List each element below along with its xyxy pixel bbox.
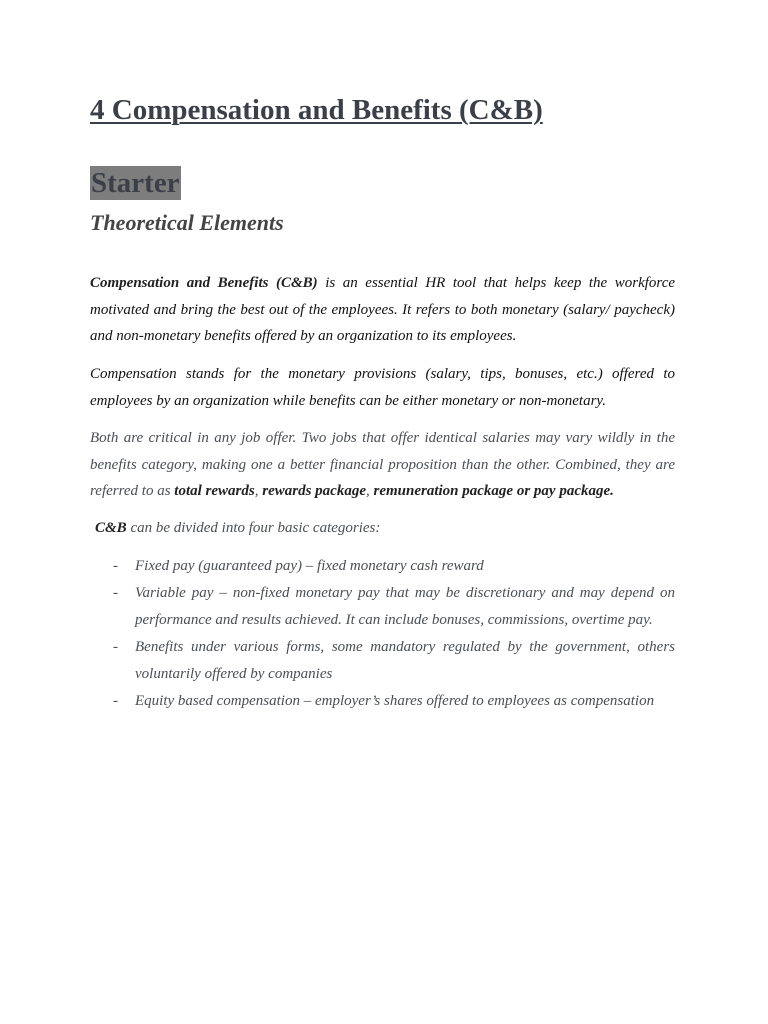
paragraph-total-rewards-text: Both are critical in any job offer. Two jobs that offer identical salaries may vary wildly in the benefits category, making one a better financial proposition than the other. Combined, they are referred to as: [90, 430, 675, 500]
paragraph-definition-term: Compensation and Benefits (C&B): [90, 275, 318, 291]
paragraph-definition: [90, 270, 675, 350]
term-rewards-package: rewards package: [262, 483, 366, 500]
list-item-text: Variable pay – non-fixed monetary pay that may be discretionary and may depend on performance and results achieved. It can include bonuses, commissions, overtime pay.: [135, 584, 675, 628]
list-item: [90, 634, 675, 688]
list-item-text: Equity based compensation – employer’s shares offered to employees as compensation: [135, 692, 655, 709]
list-item: [90, 580, 675, 634]
list-bullet: -: [113, 638, 118, 655]
term-separator: ,: [365, 483, 374, 500]
categories-list: [90, 553, 675, 714]
list-item-text: Benefits under various forms, some mandatory regulated by the government, others voluntarily offered by companies: [135, 638, 675, 682]
term-remuneration-package: remuneration package or pay package.: [373, 483, 614, 500]
list-bullet: -: [113, 558, 118, 574]
chapter-heading: 4 Compensation and Benefits (C&B): [90, 94, 543, 126]
paragraph-categories-text: can be divided into four basic categories:: [126, 520, 381, 536]
section-title-starter: Starter: [91, 167, 180, 199]
subsection-title: Theoretical Elements: [90, 210, 284, 235]
paragraph-definition-text: is an essential HR tool that helps keep the workforce motivated and bring the best out of the employees. It refers to both monetary (salary/ paycheck) and non-monetary benefits offered by an organization to its employees.: [90, 275, 676, 345]
list-bullet: -: [113, 692, 118, 709]
paragraph-categories-intro: [95, 515, 680, 542]
term-total-rewards: total rewards: [174, 483, 255, 500]
list-item: [90, 688, 675, 715]
paragraph-compensation: Compensation stands for the monetary provisions (salary, tips, bonuses, etc.) offered to employees by an organization while benefits can be either monetary or non-monetary.: [90, 366, 675, 409]
list-bullet: -: [113, 584, 118, 601]
list-item-text: Fixed pay (guaranteed pay) – fixed monetary cash reward: [135, 558, 484, 574]
list-item: [90, 553, 675, 580]
term-separator: ,: [254, 483, 263, 500]
paragraph-total-rewards: [90, 425, 675, 505]
term-cb: C&B: [95, 520, 127, 536]
